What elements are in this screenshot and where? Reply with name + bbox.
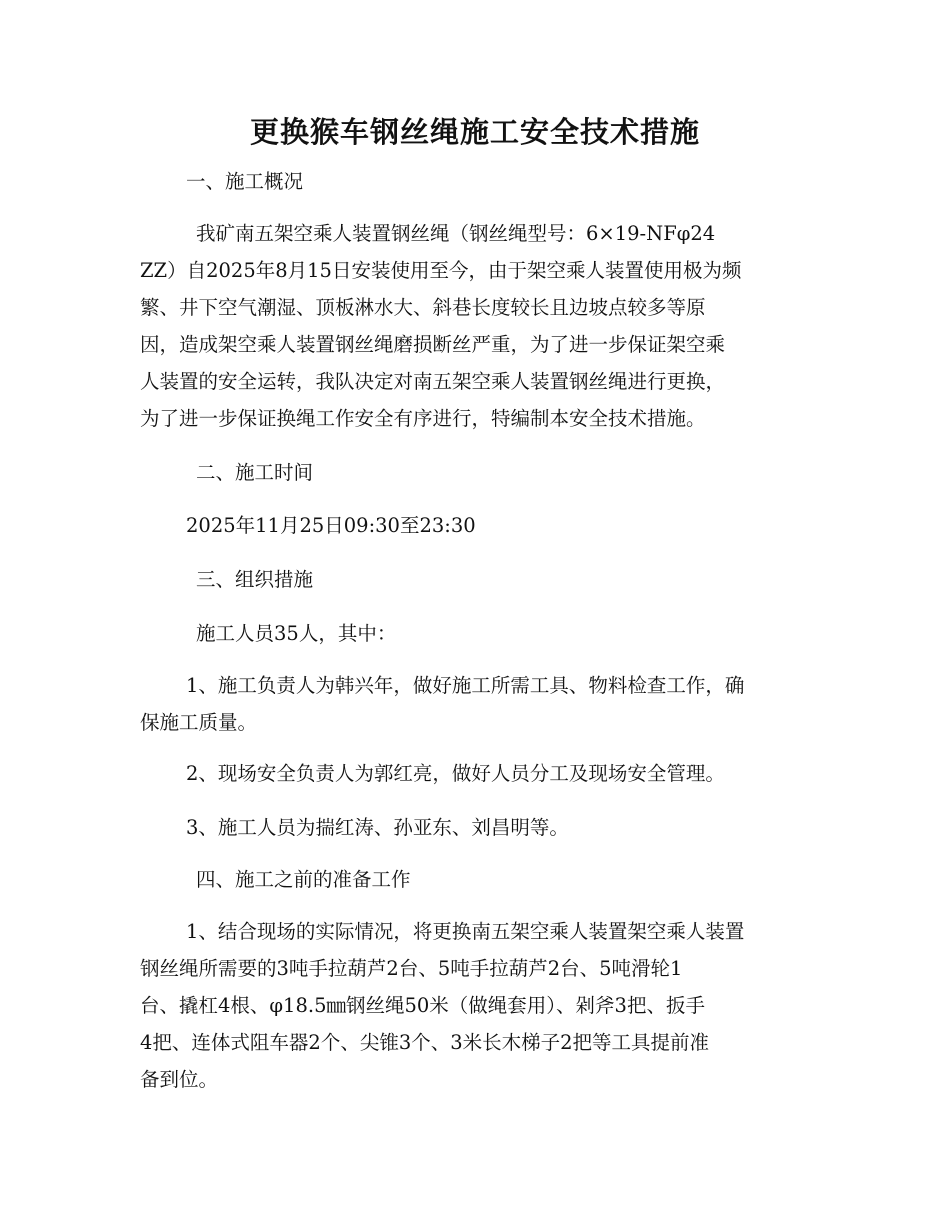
list-item-line: 保施工质量。: [140, 711, 258, 734]
paragraph-line: 我矿南五架空乘人装置钢丝绳（钢丝绳型号：6×19-NFφ24: [196, 222, 716, 245]
section-heading-time: 二、施工时间: [196, 461, 314, 484]
staff-intro: 施工人员35人，其中：: [196, 622, 397, 645]
paragraph-line: 因，造成架空乘人装置钢丝绳磨损断丝严重，为了进一步保证架空乘: [140, 333, 726, 356]
list-item: 2、现场安全负责人为郭红亮，做好人员分工及现场安全管理。: [186, 762, 725, 785]
section-heading-organization: 三、组织措施: [196, 568, 314, 591]
paragraph-line: 人装置的安全运转，我队决定对南五架空乘人装置钢丝绳进行更换，: [140, 370, 726, 393]
document-title: 更换猴车钢丝绳施工安全技术措施: [249, 115, 700, 149]
section-heading-overview: 一、施工概况: [186, 170, 304, 193]
section-heading-preparation: 四、施工之前的准备工作: [196, 868, 411, 891]
list-item: 3、施工人员为揣红涛、孙亚东、刘昌明等。: [186, 816, 569, 839]
paragraph-line: 繁、井下空气潮湿、顶板淋水大、斜巷长度较长且边坡点较多等原: [140, 296, 706, 319]
list-item-line: 钢丝绳所需要的3吨手拉葫芦2台、5吨手拉葫芦2台、5吨滑轮1: [140, 957, 683, 980]
paragraph-line: 为了进一步保证换绳工作安全有序进行，特编制本安全技术措施。: [140, 407, 706, 430]
list-item-line: 台、撬杠4根、φ18.5㎜钢丝绳50米（做绳套用）、剁斧3把、扳手: [140, 994, 705, 1017]
list-item-line: 备到位。: [140, 1068, 219, 1091]
list-item-line: 4把、连体式阻车器2个、尖锥3个、3米长木梯子2把等工具提前准: [140, 1031, 710, 1054]
list-item-line: 1、施工负责人为韩兴年，做好施工所需工具、物料检查工作，确: [186, 674, 745, 697]
construction-time: 2025年11月25日09:30至23:30: [186, 514, 476, 537]
paragraph-line: ZZ）自2025年8月15日安装使用至今，由于架空乘人装置使用极为频: [140, 259, 742, 282]
list-item-line: 1、结合现场的实际情况，将更换南五架空乘人装置架空乘人装置: [186, 920, 745, 943]
